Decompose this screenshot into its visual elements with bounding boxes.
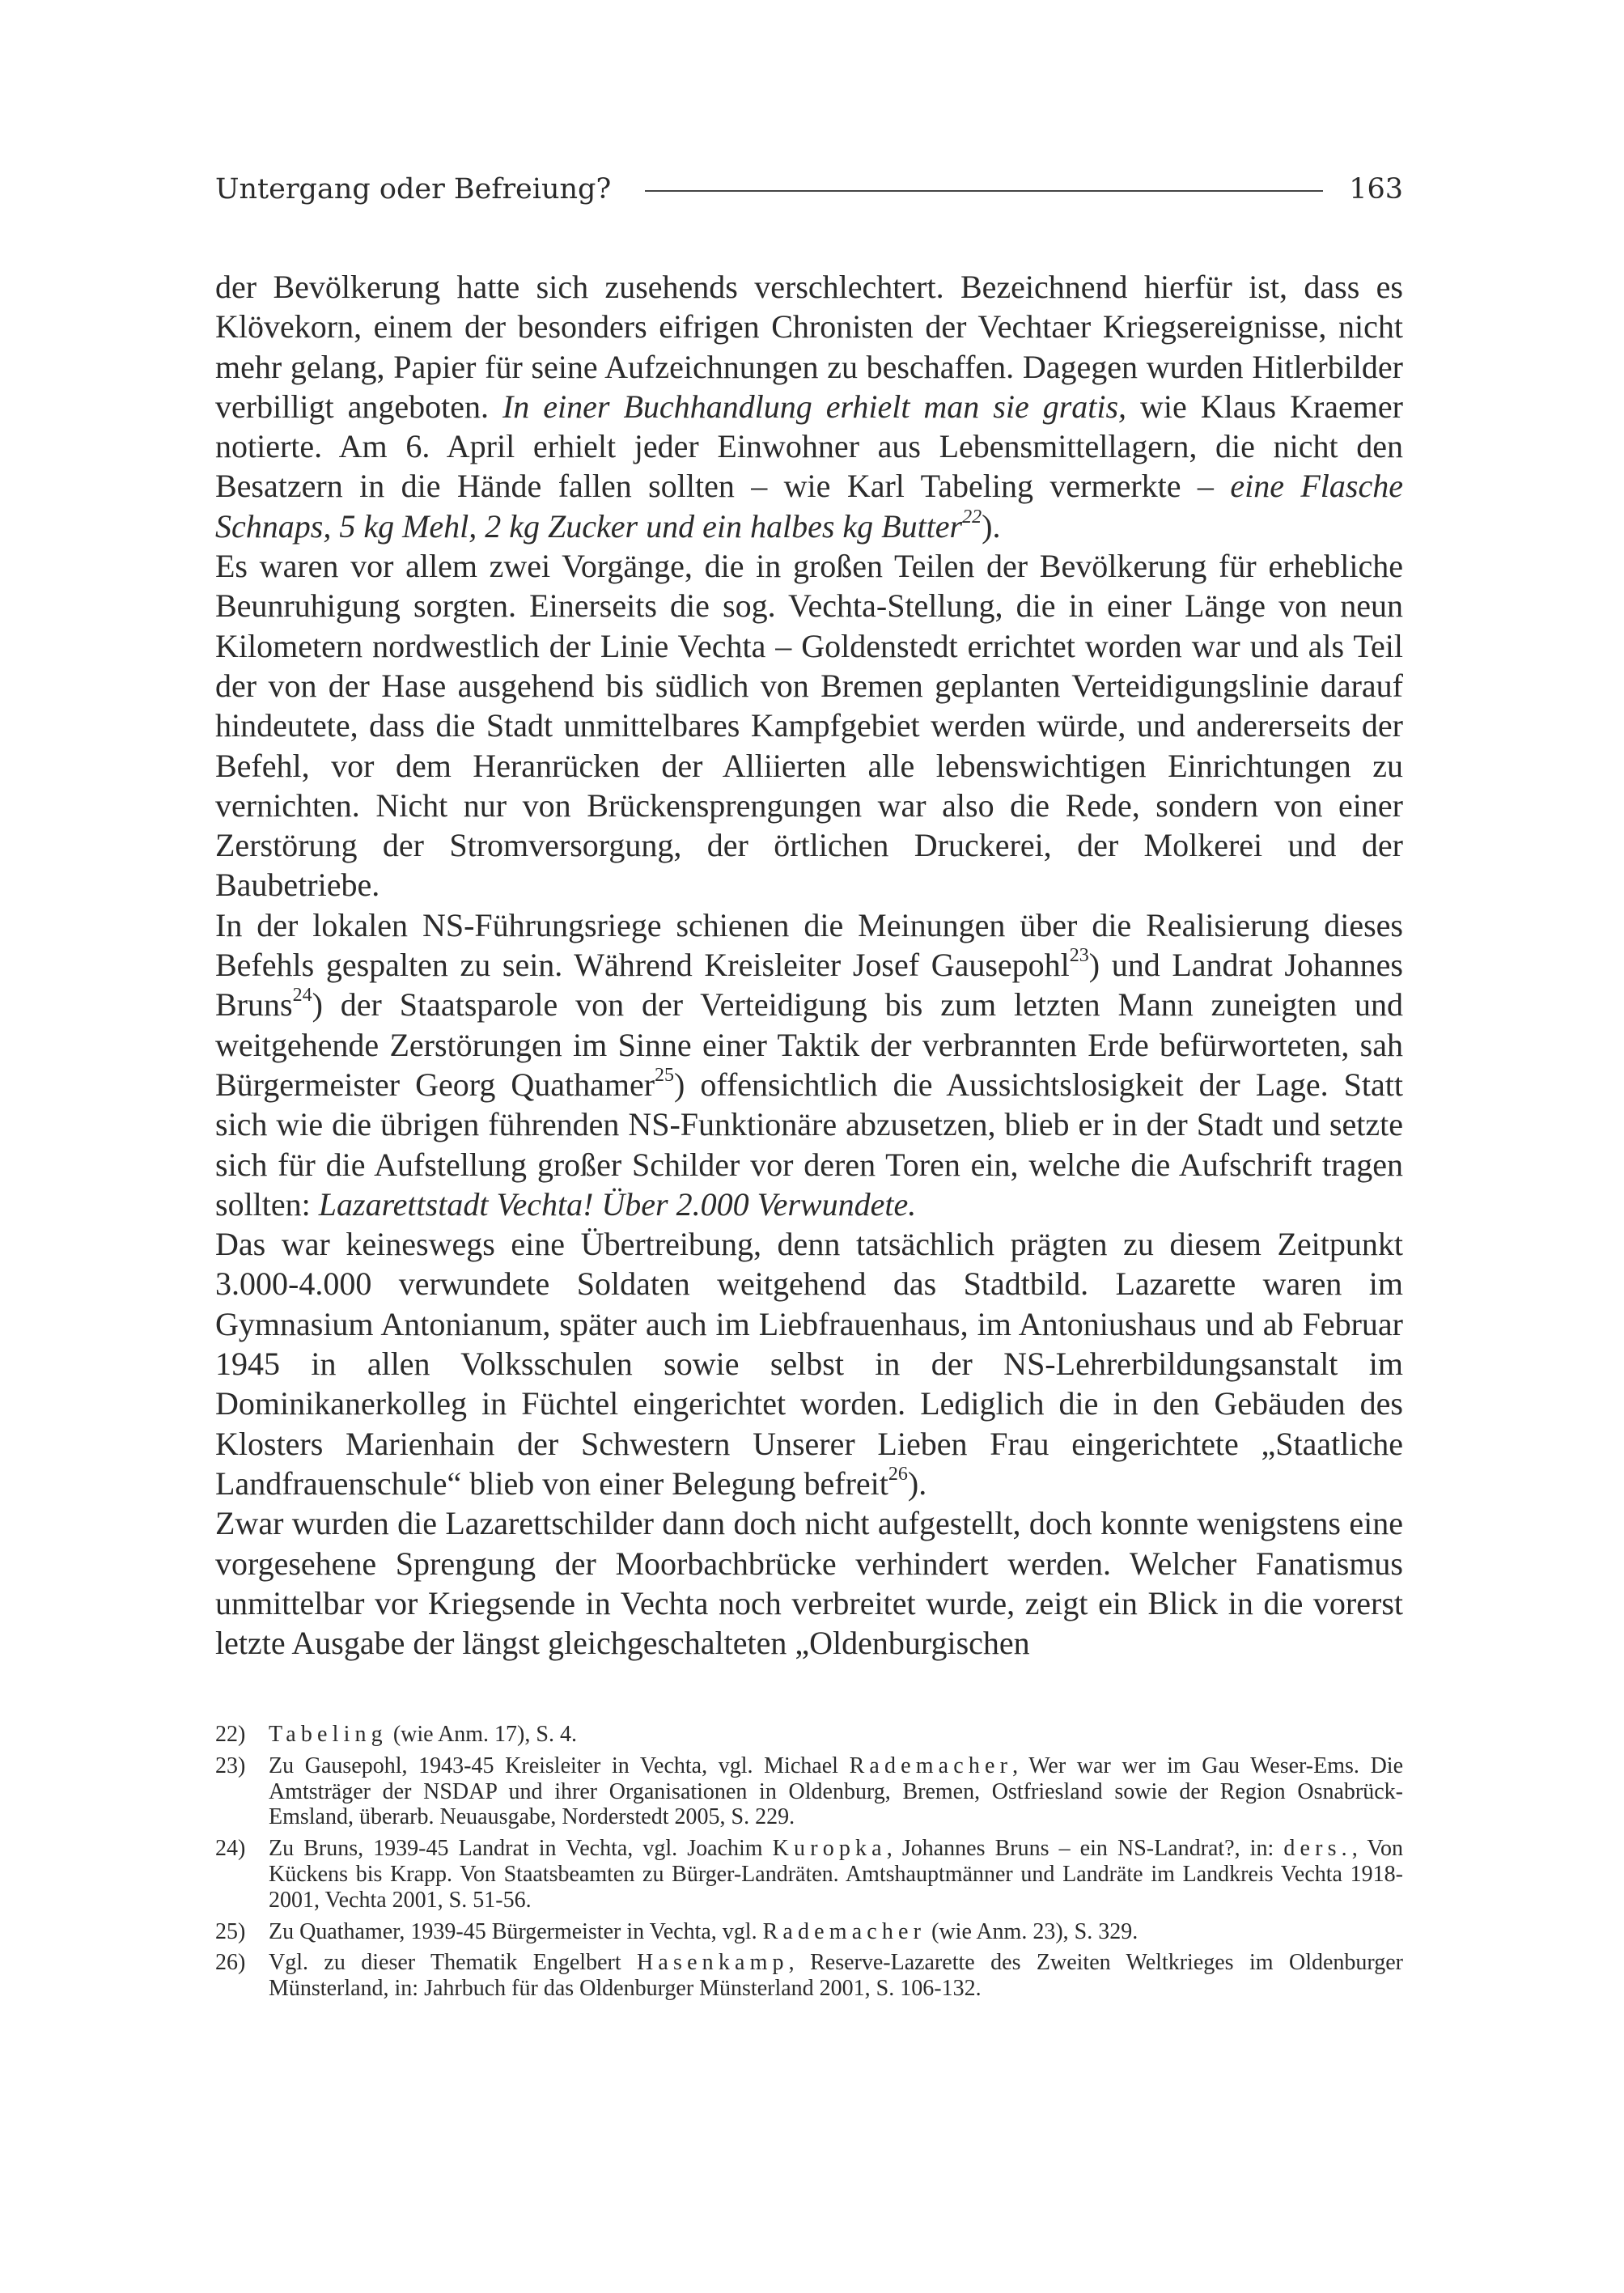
text-run: ) der Staatsparole von der Verteidigung bis zum letzten Mann zuneigten und weitgehende Zerstörungen im Sinne einer Taktik der verbrannten Erde befürworteten, sah Bürgermeister Georg Quathamer — [215, 986, 1403, 1103]
paragraph — [215, 905, 1403, 1224]
page-number: 163 — [1349, 173, 1403, 206]
footnote-23 — [215, 1753, 1403, 1830]
author-name: Rademacher — [849, 1753, 1013, 1778]
author-name: ders. — [1283, 1836, 1352, 1862]
text-run: , Wer war wer im Gau Weser-Ems. Die Amtsträger der NSDAP und ihrer Organisationen in Oldenburg, Bremen, Ostfriesland sowie der Region Osnabrück-Emsland, überarb. Neuausgabe, Norderstedt 2005, S. 229. — [269, 1753, 1403, 1830]
text-run: Zu Gausepohl, 1943-45 Kreisleiter in Vechta, vgl. Michael — [269, 1753, 850, 1778]
footnote-22 — [215, 1722, 1403, 1748]
footnote-26 — [215, 1950, 1403, 2002]
footnotes — [215, 1722, 1403, 2007]
footnote-number: 26) — [215, 1950, 246, 1976]
text-run: , Reserve-Lazarette des Zweiten Weltkrieges im Oldenburger Münsterland, in: Jahrbuch für das Oldenburger Münsterland 2001, S. 106-132. — [269, 1950, 1403, 2002]
footnote-25 — [215, 1919, 1403, 1945]
footnote-text — [269, 1919, 1403, 1945]
footnote-ref[interactable]: 22 — [962, 506, 982, 528]
footnote-text — [269, 1836, 1403, 1913]
paragraph: Es waren vor allem zwei Vorgänge, die in großen Teilen der Bevölkerung für erhebliche Beunruhigung sorgten. Einerseits die sog. Vechta-Stellung, die in einer Länge von neun Kilometern nordwestlich der Linie Vechta – Goldenstedt errichtet worden war und als Teil der von der Hase ausgehend bis südlich von Bremen geplanten Verteidigungslinie darauf hindeutete, dass die Stadt unmittelbares Kampfgebiet werden würde, und andererseits der Befehl, vor dem Heranrücken der Alliierten alle lebenswichtigen Einrichtungen zu vernichten. Nicht nur von Brückensprengungen war also die Rede, sondern von einer Zerstörung der Stromversorgung, der örtlichen Druckerei, der Molkerei und der Baubetriebe. — [215, 548, 1403, 904]
text-run: Zu Quathamer, 1939-45 Bürgermeister in Vechta, vgl. — [269, 1918, 763, 1944]
running-header — [215, 170, 1403, 209]
text-run: , Johannes Bruns – ein NS-Landrat?, in: — [886, 1836, 1284, 1862]
author-name: Tabeling — [269, 1722, 388, 1747]
footnote-ref[interactable]: 23 — [1069, 945, 1089, 967]
text-run: wie Klaus Kraemer notierte. Am 6. April erhielt jeder Einwohner aus Lebensmittellagern, die nicht den Besatzern in die Hände fallen sollten – wie Karl Tabeling vermerkte – — [215, 388, 1403, 505]
paragraph — [215, 267, 1403, 546]
text-run: Vgl. zu dieser Thematik Engelbert — [269, 1950, 638, 1976]
header-rule — [645, 190, 1323, 192]
author-name: Hasenkamp — [637, 1950, 789, 1976]
text-run: ). — [907, 1464, 927, 1502]
author-name: Kuropka — [772, 1836, 887, 1862]
text-run: ) offensichtlich die Aussichtslosigkeit der Lage. Statt sich wie die übrigen führenden NS-Funktionäre abzusetzen, blieb er in der Stadt und setzte sich für die Aufstellung großer Schilder vor deren Toren ein, welche die Aufschrift tragen sollten: — [215, 1066, 1403, 1223]
quote-text: eine Flasche Schnaps, 5 kg Mehl, 2 kg Zucker und ein halbes kg Butter — [215, 468, 1403, 545]
footnote-number: 23) — [215, 1753, 246, 1778]
paragraph — [215, 1224, 1403, 1503]
italic-quote: In einer Buchhandlung erhielt man sie gratis, — [502, 388, 1127, 425]
footnote-ref[interactable]: 24 — [292, 985, 312, 1007]
running-title: Untergang oder Befreiung? — [215, 173, 612, 206]
main-text — [215, 267, 1403, 1663]
text-run: ) und Landrat Johannes Bruns — [215, 947, 1403, 1024]
text-run: (wie Anm. 23), S. 329. — [926, 1918, 1138, 1944]
text-run: , Von Kückens bis Krapp. Von Staatsbeamten zu Bürger-Landräten. Amtshauptmänner und Landräte im Landkreis Vechta 1918-2001, Vechta 2001, S. 51-56. — [269, 1836, 1403, 1913]
footnote-number: 25) — [215, 1918, 246, 1944]
text-run: der Bevölkerung hatte sich zusehends verschlechtert. Bezeichnend hierfür ist, dass es Klövekorn, einem der besonders eifrigen Chronisten der Vechtaer Kriegsereignisse, nicht mehr gelang, Papier für seine Aufzeichnungen zu beschaffen. Dagegen wurden Hitlerbilder verbilligt angeboten. — [215, 269, 1403, 425]
footnote-24 — [215, 1836, 1403, 1913]
footnote-text — [269, 1722, 1403, 1748]
footnote-ref[interactable]: 26 — [888, 1463, 908, 1485]
footnote-number: 22) — [215, 1722, 246, 1747]
text-run: ). — [982, 507, 1001, 545]
text-run: Das war keineswegs eine Übertreibung, denn tatsächlich prägten zu diesem Zeitpunkt 3.000-4.000 verwundete Soldaten weitgehend das Stadtbild. Lazarette waren im Gymnasium Antonianum, später auch im Liebfrauenhaus, im Antoniushaus und ab Februar 1945 in allen Volksschulen sowie selbst in der NS-Lehrerbildungsanstalt im Dominikanerkolleg in Füchtel eingerichtet worden. Lediglich die in den Gebäuden des Klosters Marienhain der Schwestern Unserer Lieben Frau eingerichtete „Staatliche Landfrauenschule“ blieb von einer Belegung befreit — [215, 1226, 1403, 1502]
text-run: In der lokalen NS-Führungsriege schienen die Meinungen über die Realisierung dieses Befehls gespalten zu sein. Während Kreisleiter Josef Gausepohl — [215, 906, 1403, 984]
footnote-text — [269, 1753, 1403, 1830]
footnote-text — [269, 1950, 1403, 2002]
text-run: Zu Bruns, 1939-45 Landrat in Vechta, vgl. Joachim — [269, 1836, 773, 1862]
author-name: Rademacher — [762, 1918, 926, 1944]
footnote-ref[interactable]: 25 — [655, 1064, 675, 1086]
italic-quote: Lazarettstadt Vechta! Über 2.000 Verwundete. — [318, 1185, 917, 1223]
text-run: (wie Anm. 17), S. 4. — [387, 1722, 577, 1747]
paragraph: Zwar wurden die Lazarettschilder dann doch nicht aufgestellt, doch konnte wenigstens eine vorgesehene Sprengung der Moorbachbrücke verhindert werden. Welcher Fanatismus unmittelbar vor Kriegsende in Vechta noch verbreitet wurde, zeigt ein Blick in die vorerst letzte Ausgabe der längst gleichgeschalteten „Oldenburgischen — [215, 1505, 1403, 1662]
footnote-number: 24) — [215, 1836, 246, 1862]
